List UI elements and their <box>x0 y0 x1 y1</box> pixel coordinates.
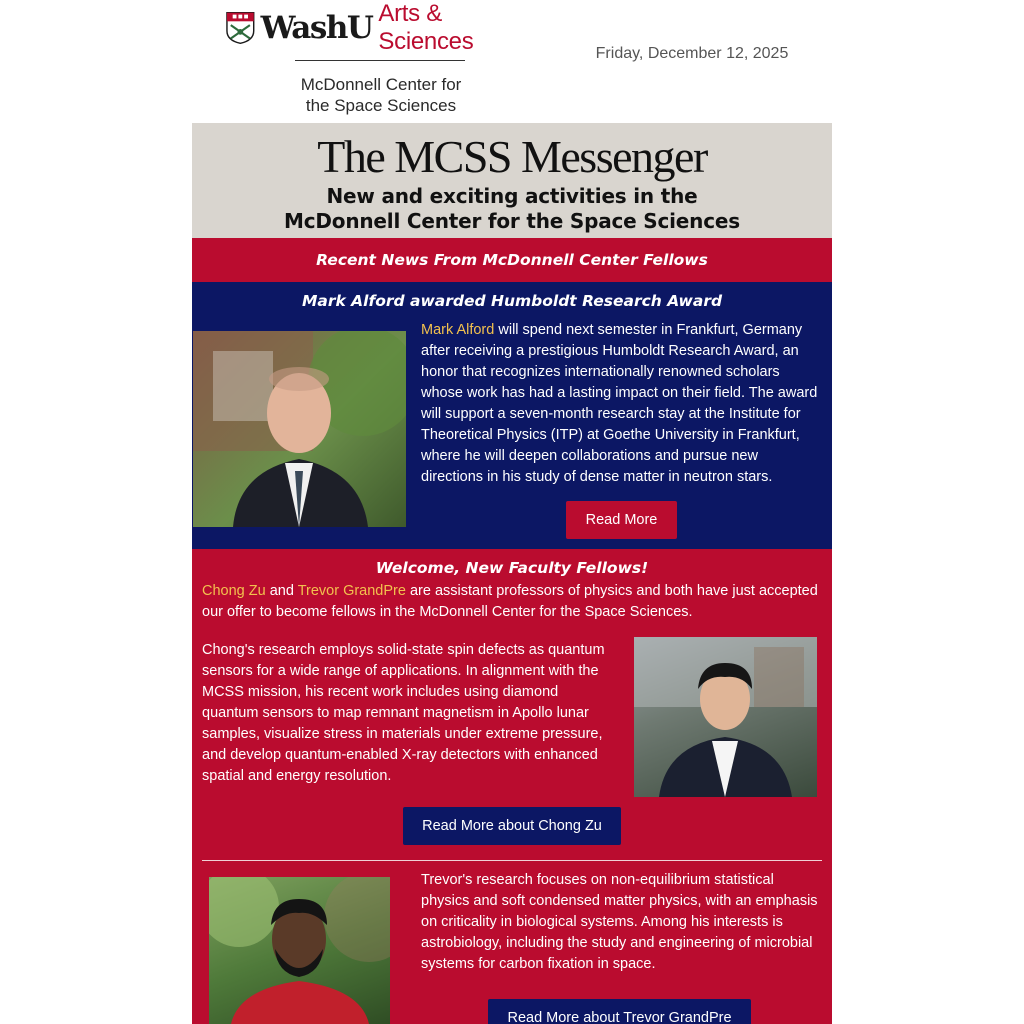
logo-arts-sciences-text: Arts & Sciences <box>378 0 474 55</box>
alford-story-text: will spend next semester in Frankfurt, Germany after receiving a prestigious Humboldt Research Award, an honor that recognizes internationally renowned scholars whose work has had a lasting impact on their field. The award will support a seven-month research stay at the Institute for Theoretical Physics (ITP) at Goethe University in Frankfurt, where he will deepen collaborations and pursue new directions in his study of dense matter in neutron stars. <box>421 322 818 485</box>
trevor-grandpre-photo <box>209 877 390 1024</box>
chong-zu-read-more-button[interactable] <box>403 807 621 845</box>
alford-story-title: Mark Alford awarded Humboldt Research Award <box>301 292 723 310</box>
masthead <box>192 123 832 238</box>
alford-read-more-label: Read More <box>585 512 658 528</box>
center-name-line1: McDonnell Center for <box>300 75 462 94</box>
center-name-line2: the Space Sciences <box>305 96 457 115</box>
alford-read-more-button[interactable] <box>566 501 677 539</box>
trevor-grandpre-read-more-label: Read More about Trevor GrandPre <box>507 1010 732 1024</box>
trevor-grandpre-link[interactable]: Trevor GrandPre <box>297 583 406 599</box>
portrait-image-icon <box>634 637 817 797</box>
newsletter-subtitle <box>192 184 832 234</box>
subtitle-line1: New and exciting activities in the <box>326 184 698 208</box>
issue-date: Friday, December 12, 2025 <box>595 45 789 62</box>
mark-alford-photo <box>193 331 406 527</box>
center-name <box>276 74 486 116</box>
trevor-grandpre-read-more-button[interactable] <box>488 999 751 1024</box>
portrait-image-icon <box>193 331 406 527</box>
intro-text: are assistant professors of physics and both have just accepted our offer to become fellows in the McDonnell Center for the Space Sciences. <box>202 583 818 620</box>
newsletter-header <box>192 0 832 123</box>
logo-divider <box>295 60 465 61</box>
chong-zu-link[interactable]: Chong Zu <box>202 583 266 599</box>
washu-shield-icon <box>226 11 255 45</box>
chong-zu-photo <box>634 637 817 797</box>
trevor-grandpre-body: Trevor's research focuses on non-equilibrium statistical physics and soft condensed matter physics, with an emphasis on criticality in biological systems. Among his interests is astrobiology, including the study and engineering of microbial systems for carbon fixation in space. <box>421 872 818 972</box>
section-divider <box>202 860 822 861</box>
logo-washu-text: WashU <box>260 10 373 46</box>
new-faculty-title: Welcome, New Faculty Fellows! <box>375 559 649 577</box>
new-faculty-intro <box>202 581 822 623</box>
intro-and: and <box>265 583 298 599</box>
portrait-image-icon <box>209 877 390 1024</box>
recent-news-label: Recent News From McDonnell Center Fellows <box>316 251 708 269</box>
recent-news-heading <box>192 238 832 282</box>
alford-story <box>192 282 832 549</box>
chong-zu-body: Chong's research employs solid-state spin defects as quantum sensors for a wide range of applications. In alignment with the MCSS mission, his recent work includes using diamond quantum sensors to map remnant magnetism in Apollo lunar samples, visualize stress in materials under extreme pressure, and develop quantum-enabled X-ray detectors with enhanced spatial and energy resolution. <box>202 642 605 784</box>
subtitle-line2: McDonnell Center for the Space Sciences <box>284 209 740 233</box>
alford-story-body <box>421 320 821 488</box>
mark-alford-link[interactable]: Mark Alford <box>421 322 495 338</box>
new-faculty-section <box>192 549 832 1024</box>
washu-logo[interactable] <box>226 0 536 55</box>
newsletter-title: The MCSS Messenger <box>317 131 707 182</box>
chong-zu-read-more-label: Read More about Chong Zu <box>422 818 602 834</box>
